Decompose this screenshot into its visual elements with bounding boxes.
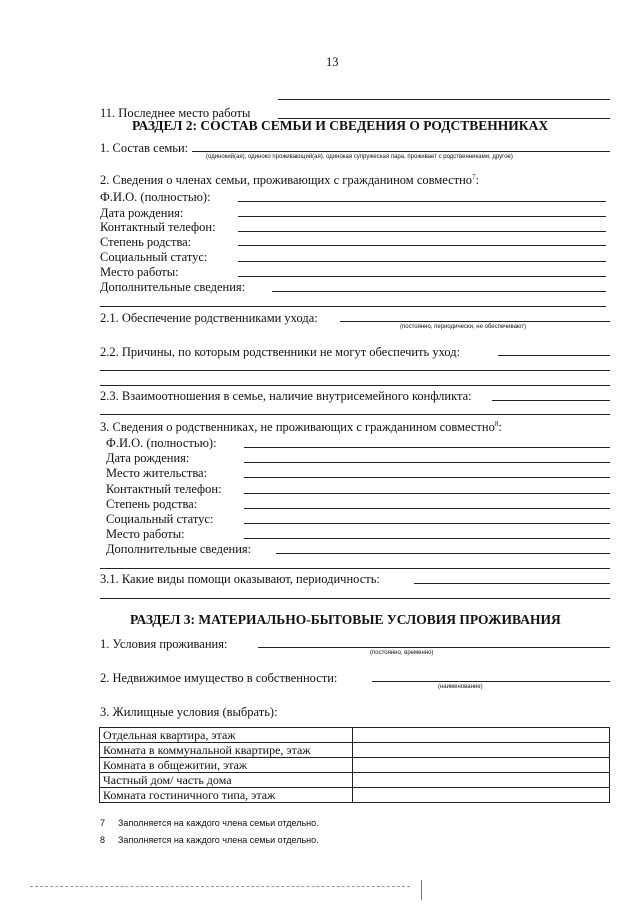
cohabit-relation-input[interactable] [238,245,606,246]
footnote-text: Заполняется на каждого члена семьи отдельно. [118,818,319,828]
property-field[interactable] [372,681,610,682]
footnote-number: 7 [100,818,106,828]
noncohabit-field-residence-label: Место жительства: [106,466,208,480]
section2-title: РАЗДЕЛ 2: СОСТАВ СЕМЬИ И СВЕДЕНИЯ О РОДСТВЕННИКАХ [132,118,549,133]
help-field[interactable] [414,583,610,584]
cohabit-field-extra-label: Дополнительные сведения: [100,280,246,294]
housing-option-label: Частный дом/ часть дома [100,773,353,788]
cohabit-status-input[interactable] [238,261,606,262]
footnote-number: 8 [100,835,106,845]
noncohabit-field-fio-label: Ф.И.О. (полностью): [106,436,217,450]
cohabit-phone-input[interactable] [238,231,606,232]
reasons-label: 2.2. Причины, по которым родственники не могут обеспечить уход: [100,345,461,359]
living-label: 1. Условия проживания: [100,637,228,651]
noncohabit-field-status-label: Социальный статус: [106,512,214,526]
housing-options-table [99,727,610,803]
living-hint: (постоянно, временно) [370,650,434,656]
noncohabit-extra-input-2[interactable] [100,568,610,569]
table-row [100,743,610,758]
cohabit-field-relation-label: Степень родства: [100,235,192,249]
property-hint: (наименование) [438,684,483,690]
table-row [100,758,610,773]
scan-edge-line [30,886,410,887]
property-label: 2. Недвижимое имущество в собственности: [100,671,338,685]
cohabit-field-work-label: Место работы: [100,265,179,279]
cohabit-extra-input-2[interactable] [100,306,606,307]
reasons-field-3[interactable] [100,385,610,386]
page-number: 13 [326,55,339,69]
help-field-2[interactable] [100,598,610,599]
care-hint: (постоянно, периодически, не обеспечивают) [400,324,527,330]
table-row [100,773,610,788]
family-hint: (одинокий(ая), одиноко проживающий(ая), одинокая супружеская пара, проживает с родственниками, другое) [206,154,513,160]
noncohabit-fio-input[interactable] [244,447,610,448]
table-row [100,788,610,803]
cohabit-footnote-ref: 7 [472,172,476,181]
footnote-8 [100,835,319,846]
noncohabit-field-relation-label: Степень родства: [106,497,198,511]
relations-field[interactable] [492,400,610,401]
cohabit-work-input[interactable] [238,276,606,277]
noncohabit-heading: 3. Сведения о родственниках, не проживающих с гражданином совместно$^8$: [100,419,502,434]
housing-option-label: Комната в общежитии, этаж [100,758,353,773]
care-field[interactable] [340,321,610,322]
housing-option-input[interactable] [353,728,610,743]
noncohabit-field-extra-label: Дополнительные сведения: [106,542,252,556]
section3-title: РАЗДЕЛ 3: МАТЕРИАЛЬНО-БЫТОВЫЕ УСЛОВИЯ ПРОЖИВАНИЯ [130,612,561,627]
noncohabit-birth-input[interactable] [244,462,610,463]
living-field[interactable] [258,647,610,648]
housing-option-label: Комната в коммунальной квартире, этаж [100,743,353,758]
noncohabit-work-input[interactable] [244,538,610,539]
cohabit-field-birth-label: Дата рождения: [100,206,184,220]
cohabit-fio-input[interactable] [238,201,606,202]
noncohabit-status-input[interactable] [244,523,610,524]
noncohabit-extra-input[interactable] [276,553,610,554]
relations-label: 2.3. Взаимоотношения в семье, наличие внутрисемейного конфликта: [100,389,472,403]
reasons-field[interactable] [498,355,610,356]
cohabit-heading: 2. Сведения о членах семьи, проживающих с гражданином совместно$^7$: [100,172,480,187]
noncohabit-label: 3. Сведения о родственниках, не проживающих с гражданином совместно [100,420,495,434]
item11-label: 11. Последнее место работы [100,106,251,120]
line-prev-work-top [278,99,610,100]
care-label: 2.1. Обеспечение родственниками ухода: [100,311,318,325]
cohabit-extra-input[interactable] [272,291,606,292]
help-label: 3.1. Какие виды помощи оказывают, периодичность: [100,572,380,586]
housing-option-input[interactable] [353,743,610,758]
noncohabit-field-phone-label: Контактный телефон: [106,482,222,496]
cohabit-field-status-label: Социальный статус: [100,250,208,264]
housing-label: 3. Жилищные условия (выбрать): [100,705,278,719]
family-field[interactable] [192,151,610,152]
noncohabit-residence-input[interactable] [244,477,610,478]
cohabit-field-phone-label: Контактный телефон: [100,220,216,234]
reasons-field-2[interactable] [100,370,610,371]
housing-option-input[interactable] [353,788,610,803]
family-label: 1. Состав семьи: [100,141,189,155]
cohabit-field-fio-label: Ф.И.О. (полностью): [100,190,211,204]
housing-option-label: Отдельная квартира, этаж [100,728,353,743]
footnote-7 [100,818,319,829]
noncohabit-field-work-label: Место работы: [106,527,185,541]
housing-option-input[interactable] [353,773,610,788]
housing-option-label: Комната гостиничного типа, этаж [100,788,353,803]
noncohabit-phone-input[interactable] [244,493,610,494]
housing-option-input[interactable] [353,758,610,773]
cohabit-label: 2. Сведения о членах семьи, проживающих с гражданином совместно [100,173,473,187]
footnote-text: Заполняется на каждого члена семьи отдельно. [118,835,319,845]
table-row [100,728,610,743]
scan-edge-mark [421,880,422,900]
noncohabit-footnote-ref: 8 [494,419,499,428]
noncohabit-field-birth-label: Дата рождения: [106,451,190,465]
relations-field-2[interactable] [100,414,610,415]
cohabit-birth-input[interactable] [238,216,606,217]
noncohabit-relation-input[interactable] [244,508,610,509]
